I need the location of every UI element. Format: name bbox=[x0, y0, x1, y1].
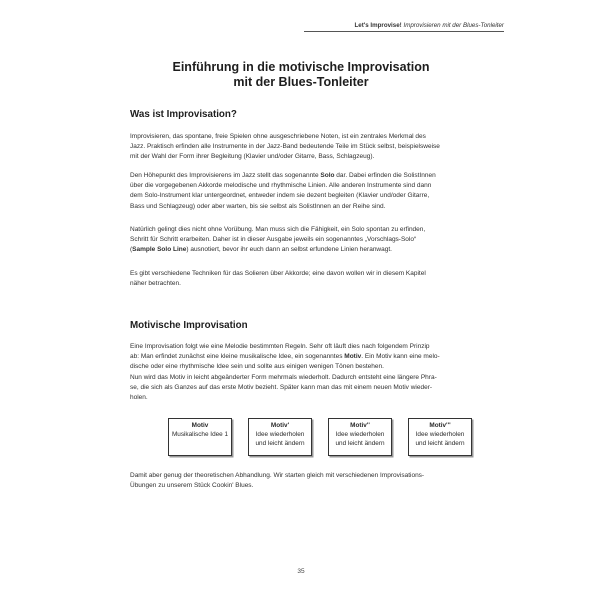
paragraph: Improvisieren, das spontane, freie Spielen ohne ausgeschriebene Noten, ist ein zentrales Merkmal des Jazz. Praktisch erfinden alle Instrumente in der Jazz-Band bedeutende Teile im Stück selbst, beispielsweise mit der Wahl der Form ihrer Begleitung (Klavier und/oder Gitarre, Bass, Schlagzeug). bbox=[130, 133, 440, 161]
title-line-1: Einführung in die motivische Improvisation bbox=[172, 60, 430, 74]
keyword-motiv: Motiv bbox=[344, 353, 362, 361]
section-heading-motivic-improvisation: Motivische Improvisation bbox=[130, 320, 248, 331]
document-page bbox=[98, 20, 504, 580]
motif-box: Motiv'' Idee wiederholen und leicht ändern bbox=[328, 418, 392, 456]
paragraph: Den Höhepunkt des Improvisierens im Jazz stellt das sogenannte Solo dar. Dabei erfinden die SolistInnen über die vorgegebenen Akkorde melodische und rhythmische Linien. Alle anderen Instrumente sind dann dem Solo-Instrument klar untergeordnet, entweder indem sie dezent begleiten (Klavier und/oder Gitarre, Bass und Schlagzeug) oder aber warten, bis sie selbst als SolistInnen an der Reihe sind. bbox=[130, 172, 436, 210]
paragraph: Natürlich gelingt dies nicht ohne Vorübung. Man muss sich die Fähigkeit, ein Solo spontan zu erfinden, Schritt für Schritt erarbeiten. Daher ist in dieser Ausgabe jeweils ein sogenanntes „Vorschlags-Solo“ (Sample Solo Line) ausnotiert, bevor ihr euch dann an selbst erfundene Linien heranwagt. bbox=[130, 226, 426, 254]
running-header bbox=[304, 22, 504, 32]
chapter-name: Improvisieren mit der Blues-Tonleiter bbox=[403, 22, 504, 29]
keyword-solo: Solo bbox=[320, 172, 335, 179]
motif-box: Motiv Musikalische Idee 1 bbox=[168, 418, 232, 456]
book-title: Let's Improvise! bbox=[354, 22, 402, 29]
paragraph: Damit aber genug der theoretischen Abhandlung. Wir starten gleich mit verschiedenen Improvisations- Übungen zu unserem Stück Cookin' Blues. bbox=[130, 472, 425, 490]
motif-diagram bbox=[168, 418, 476, 460]
paragraph: Eine Improvisation folgt wie eine Melodie bestimmten Regeln. Sehr oft läuft dies nach folgendem Prinzip ab: Man erfindet zunächst eine kleine musikalische Idee, ein sogenanntes Motiv. Ein Motiv kann eine melo- dische oder eine rhythmische Idee sein und sollte aus einigen wenigen Tönen bestehen. Nun wird das Motiv in leicht abgeänderter Form mehrmals wiederholt. Dadurch entsteht eine längere Phra- se, die sich als Ganzes auf das erste Motiv bezieht. Später kann man das mit einem neuen Motiv wieder- holen. bbox=[130, 343, 440, 402]
paragraph: Es gibt verschiedene Techniken für das Solieren über Akkorde; eine davon wollen wir in diesem Kapitel näher betrachten. bbox=[130, 270, 426, 288]
motif-box: Motiv' Idee wiederholen und leicht ändern bbox=[248, 418, 312, 456]
section-heading-what-is-improvisation: Was ist Improvisation? bbox=[130, 109, 237, 120]
page-title bbox=[98, 60, 504, 89]
title-line-2: mit der Blues-Tonleiter bbox=[233, 74, 369, 89]
page-number: 35 bbox=[297, 568, 305, 575]
motif-box: Motiv''' Idee wiederholen und leicht ändern bbox=[408, 418, 472, 456]
keyword-sample-solo-line: Sample Solo Line bbox=[132, 246, 187, 254]
